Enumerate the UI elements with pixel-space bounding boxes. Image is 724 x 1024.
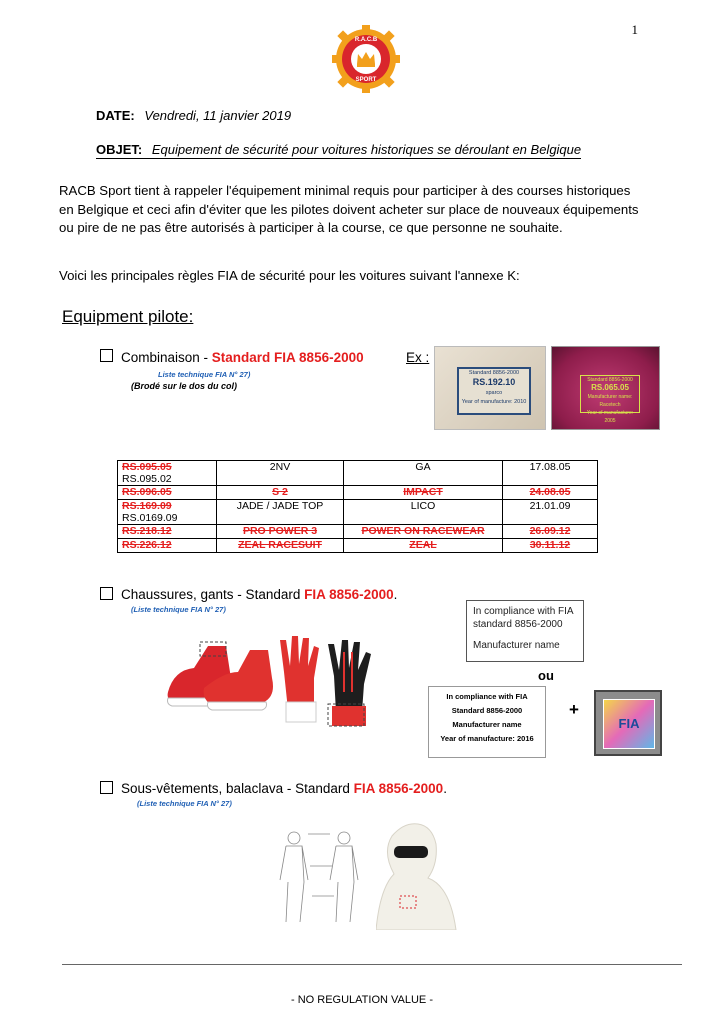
- racb-sport-logo: [331, 24, 401, 94]
- table-cell: S 2: [217, 486, 344, 500]
- homologation-table: [117, 460, 598, 553]
- table-cell: 30.11.12: [503, 539, 598, 553]
- combinaison-item: [121, 350, 364, 365]
- sous-vetements-checkbox[interactable]: [100, 781, 113, 794]
- intro-paragraph-2: Voici les principales règles FIA de sécurité pour les voitures suivant l'annexe K:: [59, 268, 520, 283]
- sous-vetements-item: Sous-vêtements, balaclava - Standard FIA 8856-2000.: [121, 781, 447, 796]
- table-cell: LICO: [344, 500, 503, 525]
- intro-paragraph: RACB Sport tient à rappeler l'équipement minimal requis pour participer à des courses historiques en Belgique et ceci afin d'éviter que les pilotes doivent acheter sur place de nouveaux équipements ou pire de ne pas être autorisés à participer à la course, ce que personne ne souhaite.: [59, 183, 639, 235]
- combinaison-note-embroidered: (Brodé sur le dos du col): [131, 381, 238, 391]
- table-cell: ZEAL: [344, 539, 503, 553]
- example-label: Ex :: [406, 350, 430, 365]
- objet-label: OBJET:: [96, 142, 143, 157]
- table-cell: 2NV: [217, 461, 344, 486]
- table-cell: RS.095.05 RS.095.02: [118, 461, 217, 486]
- race-gloves-image: [272, 632, 384, 732]
- table-row: [118, 525, 598, 539]
- chaussures-checkbox[interactable]: [100, 587, 113, 600]
- fia-hologram-text: FIA: [603, 699, 655, 749]
- table-cell: ZEAL RACESUIT: [217, 539, 344, 553]
- section-title: Equipment pilote:: [62, 307, 194, 326]
- fia-hologram-label: [594, 690, 662, 756]
- objet-line: [96, 142, 581, 159]
- sous-vetements-label: Sous-vêtements, balaclava - Standard: [121, 781, 354, 796]
- table-cell: IMPACT: [344, 486, 503, 500]
- objet-value: Equipement de sécurité pour voitures historiques se déroulant en Belgique: [151, 142, 582, 157]
- chaussures-note: (Liste technique FIA N° 27): [131, 605, 226, 614]
- race-shoes-image: [164, 632, 284, 722]
- plus-sign: +: [569, 700, 579, 719]
- combinaison-standard: Standard FIA 8856-2000: [211, 350, 364, 365]
- table-cell: RS.169.09 RS.0169.09: [118, 500, 217, 525]
- footer-divider: [62, 964, 682, 965]
- table-cell: PRO POWER 3: [217, 525, 344, 539]
- table-cell: 26.09.12: [503, 525, 598, 539]
- compliance-label-2: In compliance with FIA Standard 8856-2000 Manufacturer name Year of manufacture: 2016: [428, 686, 546, 758]
- table-cell: 21.01.09: [503, 500, 598, 525]
- date-value: Vendredi, 11 janvier 2019: [144, 108, 292, 123]
- logo-bottom-text: SPORT: [355, 77, 377, 83]
- date-label: DATE:: [96, 108, 135, 123]
- sous-vetements-note: (Liste technique FIA N° 27): [137, 799, 232, 808]
- combinaison-note-technical-list: Liste technique FIA N° 27): [158, 370, 251, 379]
- table-cell: RS.226.12: [118, 539, 217, 553]
- page-number: 1: [631, 22, 638, 37]
- suit-label-badge-1: Standard 8856-2000 RS.192.10 sparco Year of manufacture: 2010: [457, 367, 531, 415]
- suit-label-badge-2: Standard 8856-2000 RS.065.05 Manufacturer name: Racetech Year of manufacture: 2005: [580, 375, 640, 413]
- underwear-sketch-image: [272, 826, 372, 930]
- table-cell: 24.08.05: [503, 486, 598, 500]
- table-cell: POWER ON RACEWEAR: [344, 525, 503, 539]
- table-cell: GA: [344, 461, 503, 486]
- suit-label-photo-2: [551, 346, 660, 430]
- table-cell: 17.08.05: [503, 461, 598, 486]
- table-row: [118, 539, 598, 553]
- chaussures-label: Chaussures, gants - Standard: [121, 587, 305, 602]
- table-row: [118, 461, 598, 486]
- table-cell: RS.218.12: [118, 525, 217, 539]
- table-cell: RS.096.05: [118, 486, 217, 500]
- or-label: ou: [538, 668, 554, 683]
- table-row: [118, 486, 598, 500]
- footer-text: - NO REGULATION VALUE -: [290, 994, 433, 1006]
- combinaison-label: Combinaison -: [121, 350, 212, 365]
- balaclava-image: [376, 822, 458, 930]
- sous-vetements-standard: FIA 8856-2000: [353, 781, 444, 796]
- logo-top-text: R.A.C.B: [354, 37, 378, 43]
- suit-label-photo-1: [434, 346, 546, 430]
- date-line: [96, 108, 291, 123]
- chaussures-item: Chaussures, gants - Standard FIA 8856-2000.: [121, 587, 398, 602]
- chaussures-standard: FIA 8856-2000: [304, 587, 394, 602]
- compliance-label-1: In compliance with FIA standard 8856-2000 Manufacturer name: [466, 600, 584, 662]
- table-row: [118, 500, 598, 525]
- table-cell: JADE / JADE TOP: [217, 500, 344, 525]
- combinaison-checkbox[interactable]: [100, 349, 113, 362]
